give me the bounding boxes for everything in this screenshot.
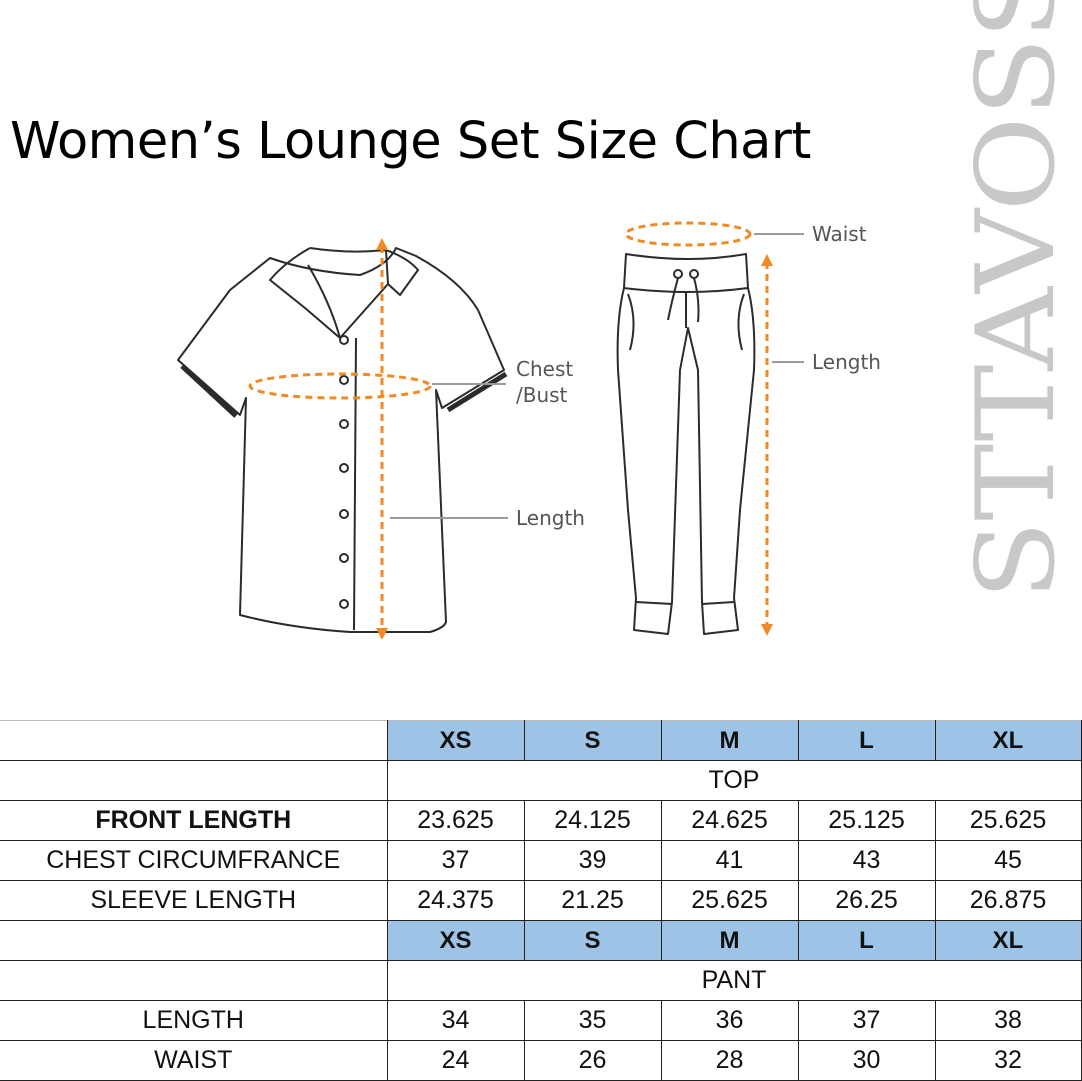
table-row [0,801,1081,841]
table-cell: 32 [935,1041,1081,1081]
table-cell: 36 [661,1001,798,1041]
size-header-cell: XS [387,721,524,761]
table-cell: 34 [387,1001,524,1041]
bust-label: /Bust [516,383,568,407]
size-chart-table [0,720,1082,1081]
pant-section-row [0,961,1081,1001]
row-label: FRONT LENGTH [0,801,387,841]
table-cell: 26.875 [935,881,1081,921]
table-row [0,1041,1081,1081]
table-cell: 25.625 [935,801,1081,841]
section-label: TOP [387,761,1081,801]
waist-measure-line [626,223,750,245]
size-header-cell: S [524,721,661,761]
size-header-cell: S [524,921,661,961]
table-cell: 24 [387,1041,524,1081]
brand-watermark [954,0,1080,610]
table-cell: 25.125 [798,801,935,841]
table-cell: 41 [661,841,798,881]
drawstring-grommets [674,270,698,278]
row-label: LENGTH [0,1001,387,1041]
section-blank-cell [0,961,387,1001]
table-row [0,1001,1081,1041]
table-cell: 23.625 [387,801,524,841]
size-header-cell: XL [935,921,1081,961]
table-cell: 24.375 [387,881,524,921]
table-cell: 43 [798,841,935,881]
table-cell: 24.125 [524,801,661,841]
row-label: WAIST [0,1041,387,1081]
waist-label: Waist [812,222,867,246]
top-section-row [0,761,1081,801]
shirt-outline [178,248,506,632]
header-blank-cell [0,721,387,761]
page-title: Women’s Lounge Set Size Chart [10,112,811,171]
arrow-down-icon [376,628,388,640]
table-row [0,881,1081,921]
shirt-length-label: Length [516,506,585,530]
row-label: SLEEVE LENGTH [0,881,387,921]
table-cell: 21.25 [524,881,661,921]
table-cell: 39 [524,841,661,881]
size-header-cell: M [661,921,798,961]
section-blank-cell [0,761,387,801]
table-cell: 25.625 [661,881,798,921]
arrow-down-icon [761,624,773,636]
size-header-cell: XL [935,721,1081,761]
arrow-up-icon [761,254,773,266]
table-row [0,841,1081,881]
chest-label: Chest [516,357,574,381]
table-cell: 26.25 [798,881,935,921]
table-cell: 35 [524,1001,661,1041]
brand-wordmark: STTAVOSS [954,2,1079,600]
table-cell: 30 [798,1041,935,1081]
section-label: PANT [387,961,1081,1001]
table-cell: 45 [935,841,1081,881]
garment-illustration [160,210,920,660]
pant-length-label: Length [812,350,881,374]
size-header-cell: M [661,721,798,761]
size-header-cell: L [798,721,935,761]
table-cell: 26 [524,1041,661,1081]
header-blank-cell [0,921,387,961]
pant-size-header-row [0,921,1081,961]
table-cell: 38 [935,1001,1081,1041]
table-cell: 37 [798,1001,935,1041]
row-label: CHEST CIRCUMFRANCE [0,841,387,881]
table-cell: 28 [661,1041,798,1081]
table-cell: 24.625 [661,801,798,841]
size-header-cell: L [798,921,935,961]
shirt-buttons [340,336,348,608]
size-header-cell: XS [387,921,524,961]
pants-outline [618,254,755,634]
arrow-up-icon [376,238,388,250]
top-size-header-row [0,721,1081,761]
table-cell: 37 [387,841,524,881]
